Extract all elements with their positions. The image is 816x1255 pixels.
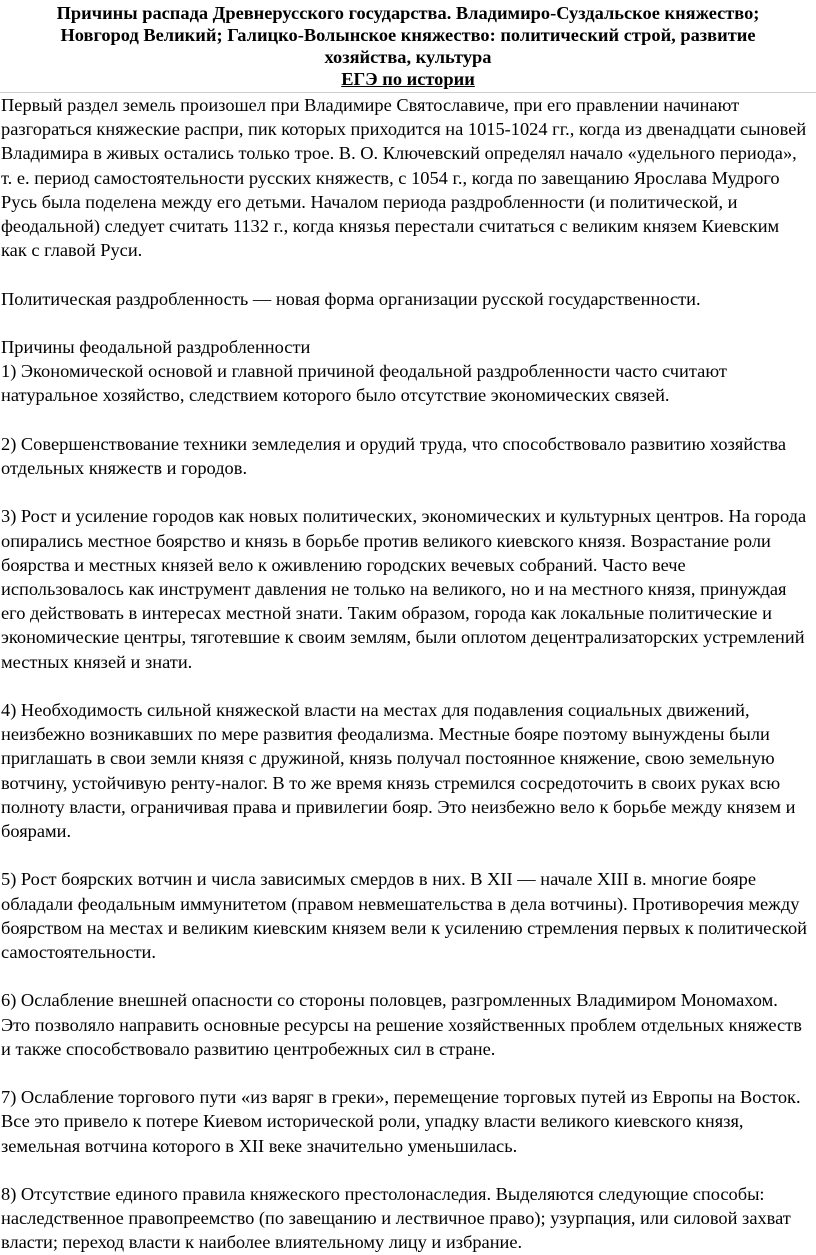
paragraph-intro: Первый раздел земель произошел при Владимире Святославиче, при его правлении начинают разгораться княжеские распри, пик которых приходится на 1015-1024 гг., когда из двенадцати сыновей Владимира в живых остались только трое. В. О. Ключевский определял начало «удельного периода», т. е. период самостоятельности русских княжеств, с 1054 г., когда по завещанию Ярослава Мудрого Русь была поделена между его детьми. Началом периода раздробленности (и политической, и феодальной) следует считать 1132 г., когда князья перестали считаться с великим князем Киевским как с главой Руси. (1, 95, 807, 261)
title-line-3: хозяйства, культура (324, 47, 492, 67)
paragraph-cause-2: 2) Совершенствование техники земледелия и орудий труда, что способствовало развитию хозяйства отдельных княжеств и городов. (1, 433, 786, 478)
paragraph-cause-3: 3) Рост и усиление городов как новых политических, экономических и культурных центров. На города опирались местное боярство и князь в борьбе против великого киевского князя. Возрастание роли боярства и местных князей вело к оживлению городских вечевых собраний. Часто вече использовалось как инструмент давления не только на великого, но и на местного князя, принуждая его действовать в интересах местной знати. Таким образом, города как локальные политические и экономические центры, тяготевшие к своим землям, были оплотом децентрализаторских устремлений местных князей и знати. (1, 506, 807, 672)
paragraph-cause-7: 7) Ослабление торгового пути «из варяг в греки», перемещение торговых путей из Европы на Восток. Все это привело к потере Киевом исторической роли, упадку власти великого киевского князя, земельная вотчина которого в XII веке значительно уменьшилась. (1, 1087, 801, 1156)
document-header (0, 2, 816, 90)
subject-heading: ЕГЭ по истории (341, 69, 475, 89)
title-line-2: Новгород Великий; Галицко-Волынское княжество: политический строй, развитие (60, 25, 756, 45)
paragraph-cause-4: 4) Необходимость сильной княжеской власти на местах для подавления социальных движений, неизбежно возникавших по мере развития феодализма. Местные бояре поэтому вынуждены были приглашать в свои земли князя с дружиной, князь получал постоянное княжение, свою земельную вотчину, устойчивую ренту-налог. В то же время князь стремился сосредоточить в своих руках всю полноту власти, ограничивая права и привилегии бояр. Это неизбежно вело к борьбе между князем и боярами. (1, 700, 796, 842)
paragraph-cause-8: 8) Отсутствие единого правила княжеского престолонаследия. Выделяются следующие способы: наследственное правопреемство (по завещанию и лествичное право); узурпация, или силовой захват власти; переход власти к наиболее влиятельному лицу и избрание. (1, 1184, 791, 1253)
paragraph-cause-6: 6) Ослабление внешней опасности со стороны половцев, разгромленных Владимиром Мономахом. Это позволяло направить основные ресурсы на решение хозяйственных проблем отдельных княжеств и также способствовало развитию центробежных сил в стране. (1, 990, 802, 1059)
paragraph-definition: Политическая раздробленность — новая форма организации русской государственности. (1, 288, 701, 309)
title-line-1: Причины распада Древнерусского государства. Владимиро-Суздальское княжество; (56, 3, 760, 23)
section-heading-causes: Причины феодальной раздробленности (1, 337, 311, 357)
paragraph-cause-1: 1) Экономической основой и главной причиной феодальной раздробленности часто считают натуральное хозяйство, следствием которого было отсутствие экономических связей. (1, 361, 727, 406)
document-body (0, 93, 816, 1255)
paragraph-cause-5: 5) Рост боярских вотчин и числа зависимых смердов в них. В XII — начале XIII в. многие бояре обладали феодальным иммунитетом (правом невмешательства в дела вотчины). Противоречия между боярством на местах и великим киевским князем вели к усилению стремления первых к политической самостоятельности. (1, 869, 808, 963)
